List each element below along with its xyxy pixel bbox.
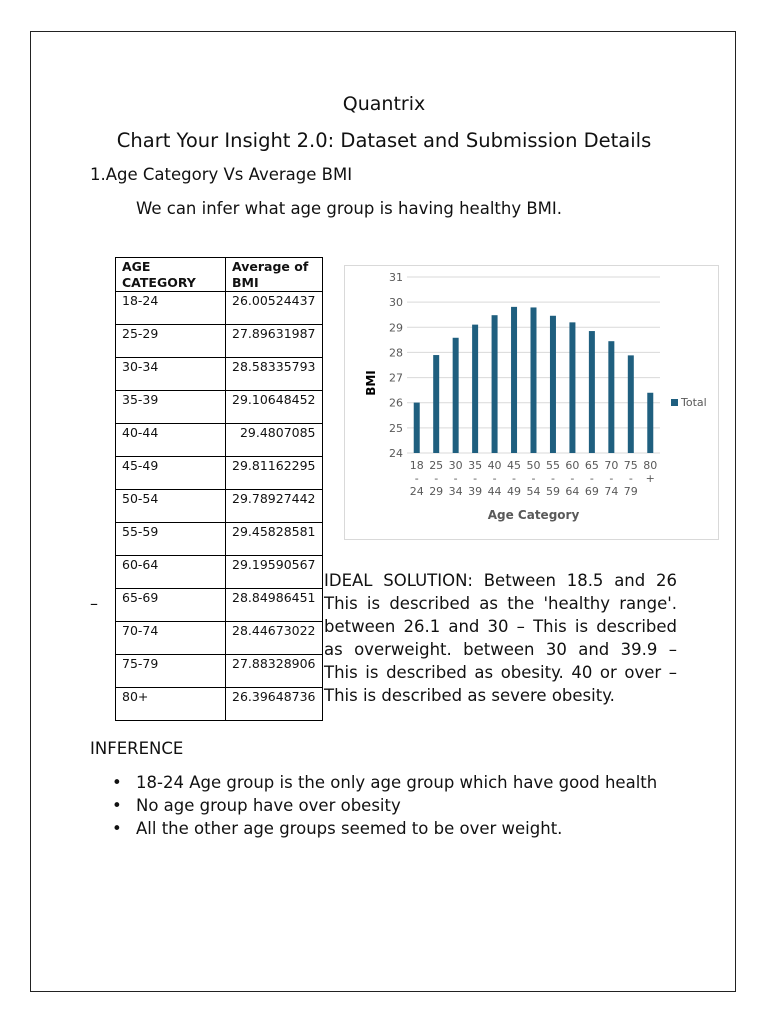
x-tick-label: 55 [545,459,560,472]
table-cell-age: 40-44 [116,424,226,457]
x-tick-label: 54 [526,485,541,498]
table-row [116,391,323,424]
x-tick-label: - [492,472,497,485]
x-tick-label: 49 [507,485,522,498]
table-row [116,655,323,688]
table-row [116,424,323,457]
x-tick-label: 24 [409,485,424,498]
table-cell-age: 55-59 [116,523,226,556]
table-row [116,292,323,325]
table-cell-age: 65-69 [116,589,226,622]
x-tick-label: - [570,472,575,485]
x-tick-label: 59 [545,485,560,498]
list-item [90,817,678,840]
bullet-icon: • [112,796,122,815]
legend-label: Total [681,396,707,409]
table-row [116,622,323,655]
table-row [116,358,323,391]
table-cell-bmi: 26.39648736 [226,688,323,721]
y-tick-label: 25 [389,421,403,435]
list-item-text: All the other age groups seemed to be over weight. [136,819,563,838]
table-cell-age: 70-74 [116,622,226,655]
x-tick-label: 18 [409,459,424,472]
table-cell-age: 60-64 [116,556,226,589]
chart-bar [628,355,634,453]
y-tick-label: 27 [389,371,403,385]
x-tick-label: 75 [623,459,638,472]
x-tick-label: 69 [584,485,599,498]
list-item-text: No age group have over obesity [136,796,401,815]
x-tick-label: 40 [487,459,502,472]
bmi-chart [344,265,719,540]
table-row [116,556,323,589]
x-tick-label: - [550,472,555,485]
chart-bar [647,393,653,453]
inference-heading: INFERENCE [90,739,184,758]
table-cell-bmi: 28.44673022 [226,622,323,655]
ideal-solution-text: IDEAL SOLUTION: Between 18.5 and 26 This is described as the 'healthy range'. between 26.1 and 30 – This is described as overweight. between 30 and 39.9 – This is described as obesity. 40 or over – This is described as severe obesity. [324,571,677,705]
table-header-bmi: Average of BMI [226,258,323,292]
list-item [90,771,678,794]
x-axis-title: Age Category [487,508,580,522]
x-tick-label: 70 [604,459,619,472]
table-cell-bmi: 28.58335793 [226,358,323,391]
chart-bar [492,315,498,453]
table-cell-age: 30-34 [116,358,226,391]
document-title: Quantrix [342,93,426,115]
table-header-row [116,258,323,292]
table-cell-age: 35-39 [116,391,226,424]
chart-bar [550,316,556,453]
chart-bar [453,338,459,453]
x-tick-label: 65 [584,459,599,472]
table-cell-bmi: 29.45828581 [226,523,323,556]
table-cell-bmi: 29.10648452 [226,391,323,424]
table-cell-age: 18-24 [116,292,226,325]
table-cell-bmi: 29.81162295 [226,457,323,490]
table-cell-bmi: 26.00524437 [226,292,323,325]
list-item [90,794,678,817]
x-tick-label: 30 [448,459,463,472]
table-cell-bmi: 27.89631987 [226,325,323,358]
table-cell-bmi: 29.4807085 [226,424,323,457]
table-cell-age: 45-49 [116,457,226,490]
x-tick-label: 44 [487,485,502,498]
x-tick-label: - [473,472,478,485]
bmi-chart-svg [345,266,718,539]
x-tick-label: - [531,472,536,485]
x-tick-label: 64 [565,485,580,498]
table-cell-age: 25-29 [116,325,226,358]
bullet-icon: • [112,819,122,838]
x-tick-label: 60 [565,459,580,472]
table-row [116,589,323,622]
x-tick-label: - [512,472,517,485]
x-tick-label: 39 [468,485,483,498]
x-tick-label: 74 [604,485,619,498]
table-row [116,457,323,490]
chart-bar [531,307,537,453]
chart-bar [511,307,517,453]
x-tick-label: 80 [643,459,658,472]
bmi-table [115,257,323,721]
y-tick-label: 30 [389,296,403,310]
y-tick-label: 31 [389,271,403,284]
x-tick-label: + [645,472,655,485]
x-tick-label: 35 [468,459,483,472]
bullet-icon: • [112,773,122,792]
x-tick-label: - [609,472,614,485]
table-row [116,523,323,556]
x-tick-label: 25 [429,459,444,472]
chart-bar [569,322,575,453]
x-tick-label: 34 [448,485,463,498]
x-tick-label: - [453,472,458,485]
inference-list [90,771,678,840]
x-tick-label: 79 [623,485,638,498]
x-tick-label: - [589,472,594,485]
y-tick-label: 24 [389,447,403,460]
chart-bar [589,331,595,453]
y-axis-title: BMI [364,370,378,396]
chart-bar [472,325,478,453]
table-row [116,688,323,721]
y-tick-label: 29 [389,321,403,335]
chart-bar [414,403,420,453]
document-subtitle: Chart Your Insight 2.0: Dataset and Submission Details [116,129,652,152]
table-cell-bmi: 27.88328906 [226,655,323,688]
legend-swatch [671,399,678,406]
table-row [116,490,323,523]
section-intro: We can infer what age group is having healthy BMI. [136,199,563,218]
y-tick-label: 28 [389,346,403,360]
section-heading: 1.Age Category Vs Average BMI [90,165,353,184]
x-tick-label: - [414,472,419,485]
table-header-age: AGE CATEGORY [116,258,226,292]
chart-bar [608,341,614,453]
x-tick-label: 29 [429,485,444,498]
x-tick-label: 45 [507,459,522,472]
table-cell-age: 50-54 [116,490,226,523]
table-row [116,325,323,358]
stray-dash: – [90,594,98,613]
x-tick-label: - [628,472,633,485]
table-cell-bmi: 29.78927442 [226,490,323,523]
chart-bar [433,355,439,453]
list-item-text: 18-24 Age group is the only age group which have good health [136,773,658,792]
table-cell-age: 75-79 [116,655,226,688]
x-tick-label: - [434,472,439,485]
table-cell-bmi: 29.19590567 [226,556,323,589]
table-cell-age: 80+ [116,688,226,721]
x-tick-label: 50 [526,459,541,472]
table-cell-bmi: 28.84986451 [226,589,323,622]
y-tick-label: 26 [389,396,403,410]
